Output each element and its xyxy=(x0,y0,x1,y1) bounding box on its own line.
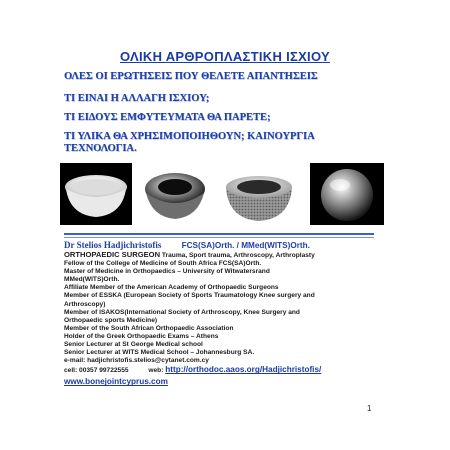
cv-line: Senior Lecturer at WITS Medical School – Johannesburg SA. xyxy=(64,349,255,357)
doctor-qualifications: FCS(SA)Orth. / MMed(WITS)Orth. xyxy=(181,241,310,250)
heading-questions: ΟΛΕΣ ΟΙ ΕΡΩΤΗΣΕΙΣ ΠΟΥ ΘΕΛΕΤΕ ΑΠΑΝΤΗΣΕΙΣ xyxy=(64,71,318,82)
cv-line: Member of ISAKOS(International Society of Arthroscopy, Knee Surgery and xyxy=(64,308,300,316)
metal-cup-icon xyxy=(142,163,208,225)
cv-line: Senior Lecturer at St George Medical school xyxy=(64,341,203,349)
ceramic-liner-icon xyxy=(60,163,132,225)
doctor-role: ORTHOPAEDIC SURGEON xyxy=(64,250,161,259)
cv-line: Member of ESSKA (European Society of Sports Traumatology Knee surgery and xyxy=(64,292,315,300)
cv-line: Orthopaedic sports Medicine) xyxy=(64,316,158,324)
web-link[interactable]: http://orthodoc.aaos.org/Hadjichristofis/ xyxy=(165,365,322,375)
question-materials: ΤΙ ΥΛΙΚΑ ΘΑ ΧΡΗΣΙΜΟΠΟΙΗΘΟΥΝ; ΚΑΙΝΟΥΡΓΙΑ ΤΕΧΝΟΛΟΓΙΑ. xyxy=(64,131,315,154)
contact-line xyxy=(64,365,404,376)
question-what-is: ΤΙ ΕΙΝΑΙ Η ΑΛΛΑΓΗ ΙΣΧΙΟΥ; xyxy=(64,93,210,104)
site-link[interactable]: www.bonejointcyprus.com xyxy=(64,377,168,387)
doctor-name: Dr Stelios Hadjichristofis xyxy=(64,240,162,250)
cell-number: cell: 00357 99722555 xyxy=(64,367,129,375)
ceramic-head-icon xyxy=(310,163,384,225)
divider-line xyxy=(64,233,374,235)
page-number: 1 xyxy=(367,404,372,413)
doctor-specialties: Trauma, Sport trauma, Arthroscopy, Arthroplasty xyxy=(160,252,315,259)
role-line xyxy=(64,251,404,260)
divider-line-thin xyxy=(64,237,374,238)
cv-line: Fellow of the College of Medicine of South Africa FCS(SA)Orth. xyxy=(64,260,262,268)
cv-line: Master of Medicine in Orthopaedics – University of Witwatersrand xyxy=(64,268,270,276)
email-line: e-mail: hadjichristofis.stelios@cytanet.com.cy xyxy=(64,357,209,365)
web-label: web: xyxy=(148,367,164,375)
doctor-credentials xyxy=(64,240,404,387)
cv-line: Member of the South African Orthopaedic Association xyxy=(64,324,234,332)
cv-line: Affiliate Member of the American Academy of Orthopaedic Surgeons xyxy=(64,284,279,292)
cv-line: Arthroscopy) xyxy=(64,300,106,308)
cv-line: Holder of the Greek Orthopaedic Exams – Athens xyxy=(64,332,219,340)
cv-line: MMed(WITS)Orth. xyxy=(64,276,120,284)
porous-acetabular-cup-icon xyxy=(220,163,298,225)
implant-photo-strip xyxy=(60,163,394,225)
page-title: ΟΛΙΚΗ ΑΡΘΡΟΠΛΑΣΤΙΚΗ ΙΣΧΙΟΥ xyxy=(119,49,330,64)
question-implants: ΤΙ ΕΙΔΟΥΣ ΕΜΦΥΤΕΥΜΑΤΑ ΘΑ ΠΑΡΕΤΕ; xyxy=(64,112,271,123)
